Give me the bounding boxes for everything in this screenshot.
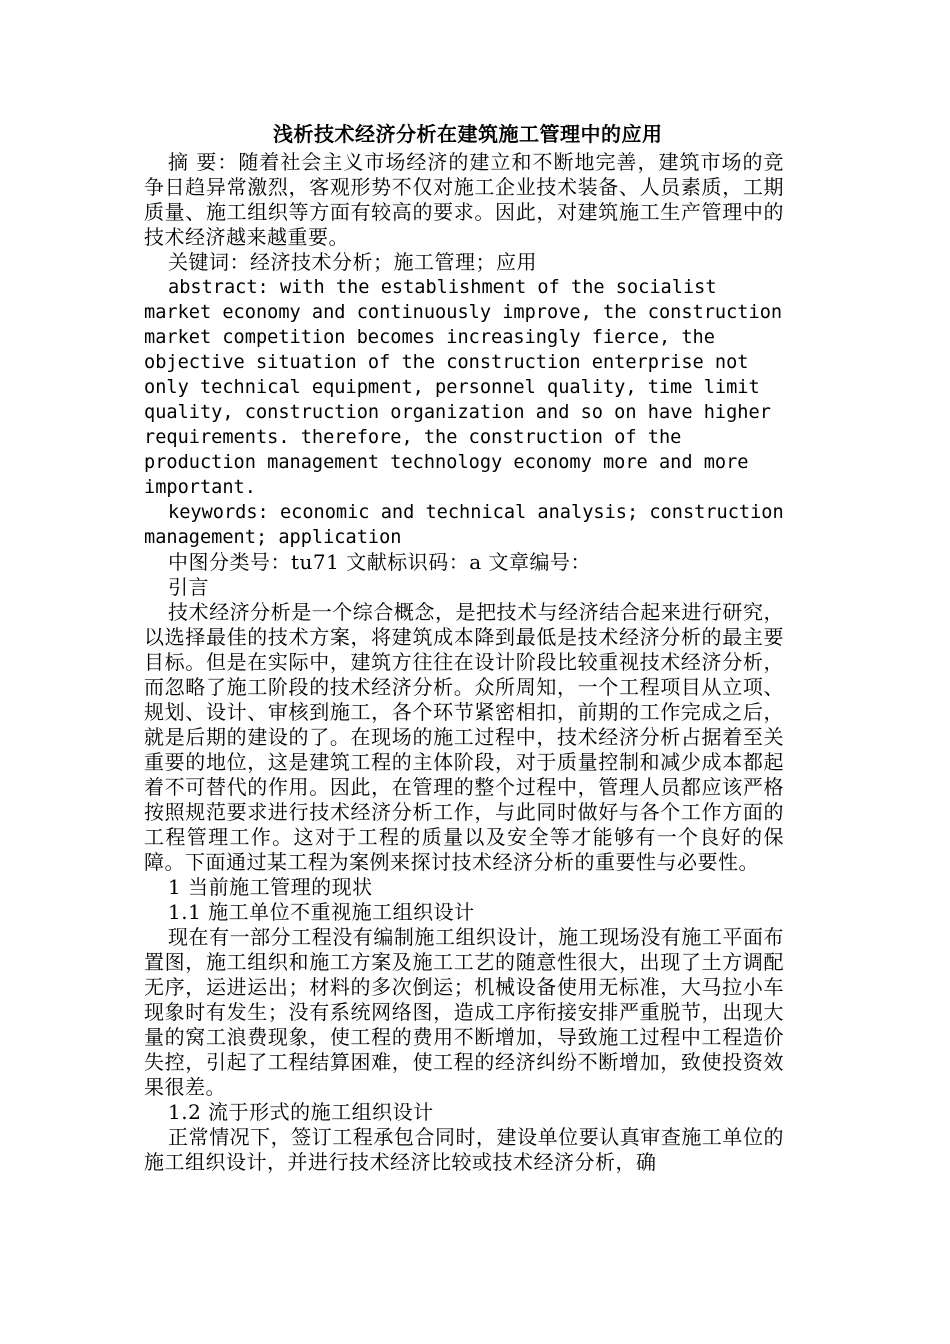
keywords-en: keywords: economic and technical analysis; construction management; application xyxy=(144,502,784,548)
section-1-2-body: 正常情况下，签订工程承包合同时，建设单位要认真审查施工单位的施工组织设计，并进行技术经济比较或技术经济分析，确 xyxy=(144,1125,784,1174)
intro-heading: 引言 xyxy=(168,575,209,599)
document-title: 浅析技术经济分析在建筑施工管理中的应用 xyxy=(273,122,663,146)
classification-line: 中图分类号：tu71 文献标识码：a 文章编号： xyxy=(168,550,592,574)
document-page xyxy=(144,118,784,1175)
section-1-heading: 1 当前施工管理的现状 xyxy=(168,875,373,899)
intro-body: 技术经济分析是一个综合概念，是把技术与经济结合起来进行研究，以选择最佳的技术方案，将建筑成本降到最低是技术经济分析的最主要目标。但是在实际中，建筑方往往在设计阶段比较重视技术经济分析，而忽略了施工阶段的技术经济分析。众所周知，一个工程项目从立项、规划、设计、审核到施工，各个环节紧密相扣，前期的工作完成之后，就是后期的建设的了。在现场的施工过程中，技术经济分析占据着至关重要的地位，这是建筑工程的主体阶段，对于质量控制和减少成本都起着不可替代的作用。因此，在管理的整个过程中，管理人员都应该严格按照规范要求进行技术经济分析工作，与此同时做好与各个工作方面的工程管理工作。这对于工程的质量以及安全等才能够有一个良好的保障。下面通过某工程为案例来探讨技术经济分析的重要性与必要性。 xyxy=(144,600,784,874)
section-1-1-body: 现在有一部分工程没有编制施工组织设计，施工现场没有施工平面布置图，施工组织和施工方案及施工工艺的随意性很大，出现了土方调配无序，运进运出；材料的多次倒运；机械设备使用无标准，大马拉小车现象时有发生；没有系统网络图，造成工序衔接安排严重脱节，出现大量的窝工浪费现象，使工程的费用不断增加，导致施工过程中工程造价失控，引起了工程结算困难，使工程的经济纠纷不断增加，致使投资效果很差。 xyxy=(144,925,784,1099)
keywords-cn: 关键词：经济技术分析；施工管理；应用 xyxy=(168,250,537,274)
abstract-cn: 摘 要：随着社会主义市场经济的建立和不断地完善，建筑市场的竞争日趋异常激烈，客观形势不仅对施工企业技术装备、人员素质，工期质量、施工组织等方面有较高的要求。因此，对建筑施工生产管理中的技术经济越来越重要。 xyxy=(144,150,784,249)
section-1-1-heading: 1.1 施工单位不重视施工组织设计 xyxy=(168,900,475,924)
abstract-en: abstract: with the establishment of the socialist market economy and continuously improve, the construction market competition becomes increasingly fierce, the objective situation of the construction enterprise not only technical equipment, personnel quality, time limit quality, construction organization and so on have higher requirements. therefore, the construction of the production management technology economy more and more important. xyxy=(144,277,783,498)
section-1-2-heading: 1.2 流于形式的施工组织设计 xyxy=(168,1100,434,1124)
